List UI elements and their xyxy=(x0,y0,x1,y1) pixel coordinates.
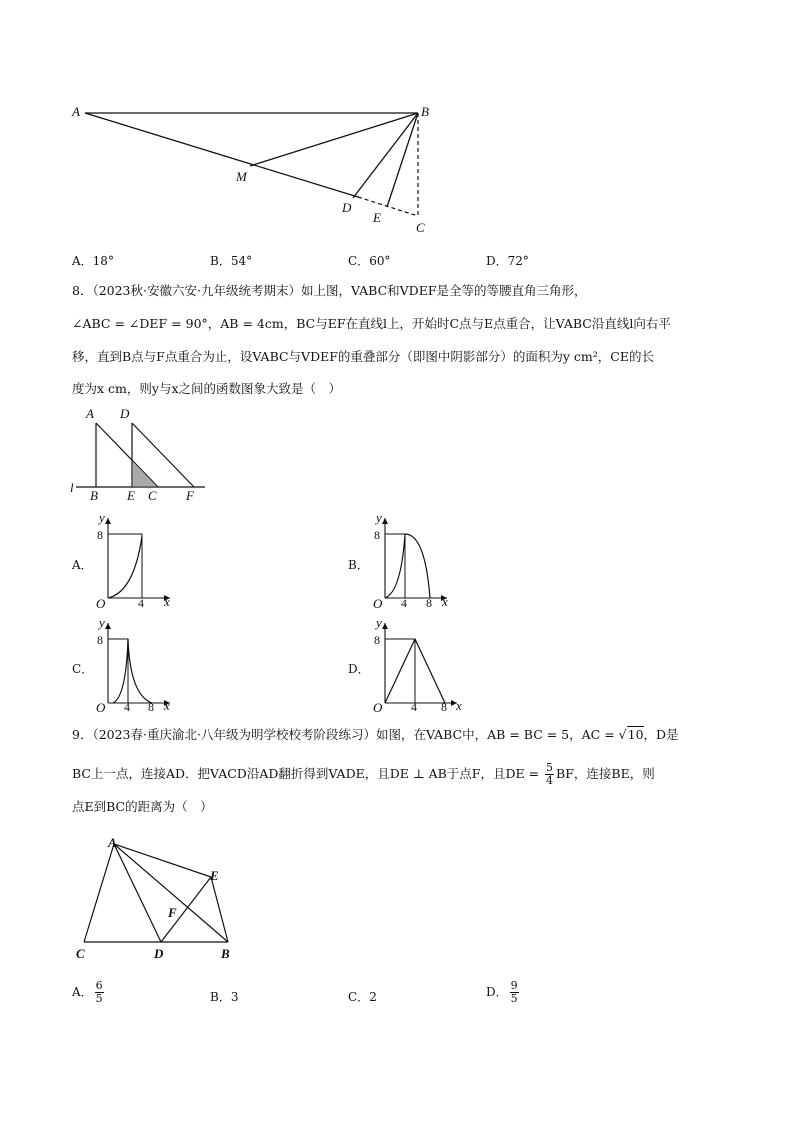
q8-graph-b-x-tick-8: 8 xyxy=(426,596,432,610)
q8-graph-c-origin: O xyxy=(96,700,106,715)
q8-line-3: 移，直到B点与F点重合为止，设VABC与VDEF的重叠部分（即图中阴影部分）的面积为y cm²，CE的长 xyxy=(72,349,654,364)
q8-graph-d-x-tick-4: 4 xyxy=(411,700,417,714)
q8-graph-c-x-tick-4: 4 xyxy=(124,700,130,714)
q9-option-d[interactable]: D． $\frac{9}{5}$ xyxy=(486,979,518,1005)
q8-graph-c-y-label: y xyxy=(99,615,105,630)
q9-line-2: BC上一点，连接AD．把VACD沿AD翻折得到VADE，且DE ⊥ AB于点F，且DE = $\frac{5}{4}$ BF，连接BE，则 xyxy=(72,761,655,787)
q7-option-a[interactable]: A．18° xyxy=(72,254,114,268)
q9-label-e: E xyxy=(210,868,219,883)
q9-fraction: $\frac{5}{4}$ xyxy=(546,761,554,787)
q8-graph-b-origin: O xyxy=(373,596,383,611)
q8-graph-a-x-label: x xyxy=(164,594,170,609)
q8-graph-b-y-tick: 8 xyxy=(374,528,380,542)
q8-option-b[interactable]: B． xyxy=(348,558,369,572)
q7-option-b[interactable]: B．54° xyxy=(210,254,253,268)
q7-label-d: D xyxy=(342,200,352,215)
q7-label-b: B xyxy=(421,104,429,119)
q8-line-4: 度为x cm，则y与x之间的函数图象大致是（ ） xyxy=(72,381,341,396)
q8-label-l: l xyxy=(70,480,74,495)
q7-label-e: E xyxy=(373,210,381,225)
q8-graph-a-y-tick: 8 xyxy=(97,528,103,542)
q8-label-a: A xyxy=(86,406,94,421)
q8-graph-c-x-label: x xyxy=(164,698,170,713)
q8-label-e: E xyxy=(127,488,135,503)
q8-option-a[interactable]: A． xyxy=(72,558,93,572)
q8-graph-a-origin: O xyxy=(96,596,106,611)
q9-option-b[interactable]: B．3 xyxy=(210,990,239,1004)
q9-option-a[interactable]: A． $\frac{6}{5}$ xyxy=(72,979,103,1005)
q7-label-c: C xyxy=(416,220,425,235)
q8-graph-b-x-tick-4: 4 xyxy=(401,596,407,610)
q8-graph-b-x-label: x xyxy=(442,594,448,609)
q7-option-d[interactable]: D．72° xyxy=(486,254,529,268)
q8-line-2: ∠ABC = ∠DEF = 90°，AB = 4cm，BC与EF在直线l上，开始时C点与E点重合，让VABC沿直线l向右平 xyxy=(72,316,671,331)
q8-graph-d-x-tick-8: 8 xyxy=(441,700,447,714)
q8-label-c: C xyxy=(148,488,157,503)
q9-label-f: F xyxy=(168,905,177,920)
q8-graph-d-x-label: x xyxy=(456,698,462,713)
q7-option-c[interactable]: C．60° xyxy=(348,254,391,268)
q8-label-b: B xyxy=(90,488,98,503)
q8-label-d: D xyxy=(120,406,130,421)
q8-graph-d-y-tick: 8 xyxy=(374,633,380,647)
q8-graph-a-x-tick-4: 4 xyxy=(138,596,144,610)
q9-option-c[interactable]: C．2 xyxy=(348,990,377,1004)
q8-line-1: 8．（2023秋·安徽六安·九年级统考期末）如上图，VABC和VDEF是全等的等腰直角三角形， xyxy=(72,283,587,298)
sqrt-symbol: √ xyxy=(618,727,627,742)
q8-graph-b-y-label: y xyxy=(376,510,382,525)
q9-label-b: B xyxy=(221,946,230,961)
q9-label-c: C xyxy=(76,946,85,961)
q8-option-c[interactable]: C． xyxy=(72,662,94,676)
q9-label-a: A xyxy=(108,835,117,850)
q7-figure xyxy=(60,95,440,240)
q7-label-m: M xyxy=(236,169,247,184)
q9-line-3: 点E到BC的距离为（ ） xyxy=(72,799,213,814)
q8-graph-a-y-label: y xyxy=(99,510,105,525)
q9-line-1: 9．（2023春·重庆渝北·八年级为明学校校考阶段练习）如图，在VABC中，AB = BC = 5，AC = √10，D是 xyxy=(72,727,679,742)
q8-graph-d-y-label: y xyxy=(376,615,382,630)
q8-graph-c-x-tick-8: 8 xyxy=(148,700,154,714)
q8-option-d[interactable]: D． xyxy=(348,662,370,676)
q9-label-d: D xyxy=(154,946,164,961)
q8-graph-d-origin: O xyxy=(373,700,383,715)
q8-graph-c-y-tick: 8 xyxy=(97,633,103,647)
q8-label-f: F xyxy=(186,488,194,503)
q9-sqrt-value: 10 xyxy=(627,727,644,742)
q7-label-a: A xyxy=(72,104,80,119)
